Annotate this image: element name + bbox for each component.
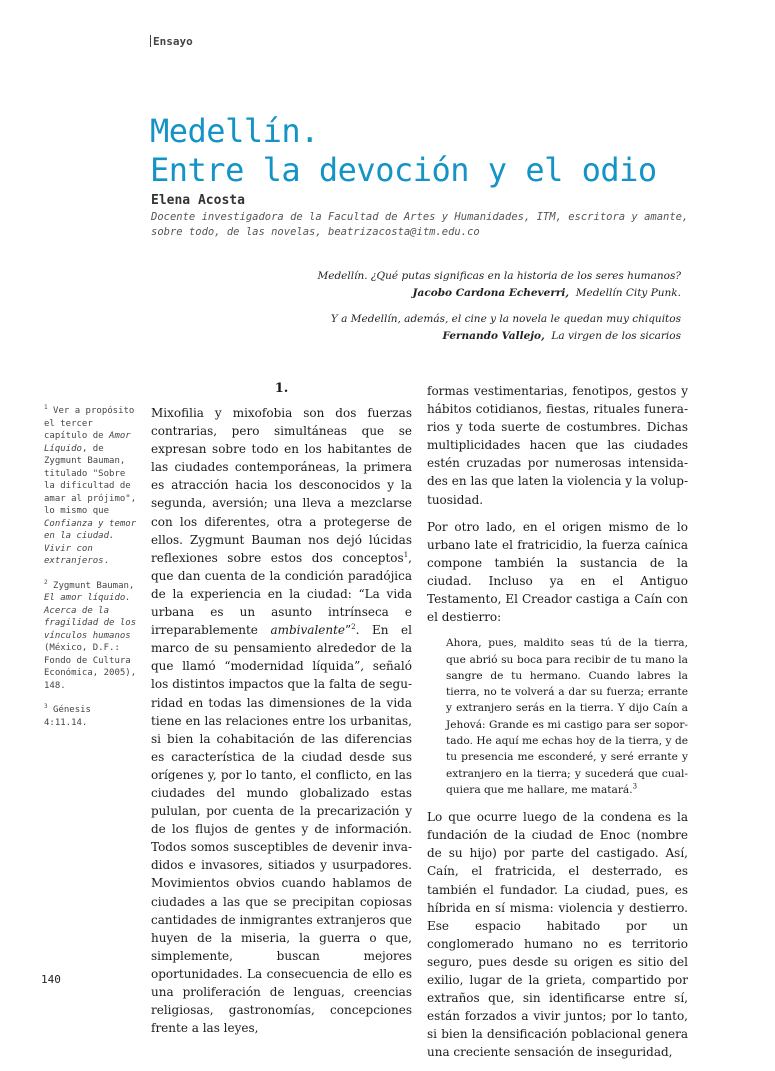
footnote-1	[44, 405, 139, 568]
section-number: 1.	[274, 381, 289, 396]
paragraph-text: . En el marco de su pensamiento alrededor de la que llamó “modernidad líquida”, señaló los distintos impactos que la falta de seguridad en todas las dimensiones de la vida tiene en las relaciones entre los urbanitas, si bien la cohabitación de las diferencias es característica de la ciudad desde sus orígenes y, por lo tanto, el conflicto, en las ciudades del mundo globalizado estas pululan, por cuenta de la precarización y de los flujos de gentes y de información. Todos somos susceptibles de devenir invadidos e invasores, sitiados y usurpadores. Movimientos obvios cuando hablamos de ciudades a las que se precipitan copiosas cantidades de inmigrantes extranjeros que huyen de la miseria, la guerra o que, simplemente, buscan mejores oportunidades. La consecuencia de ello es una proliferación de lenguas, creencias religiosas, gastronomías, concepciones frente a las leyes,	[151, 623, 413, 1036]
paragraph: Lo que ocurre luego de la condena es la fundación de la ciudad de Enoc (nombre de su hijo) por parte del castigado. Así, Caín, el fratricida, el desterrado, es también el fundador. La ciudad, pues, es híbrida en sí misma: violencia y destierro. Ese espacio habitado por un conglomerado humano no es territorio seguro, pues desde su origen es sitio del exilio, lugar de la grieta, compartido por extraños que, sin identificarse entre sí, están forzados a vivir juntos; por lo tanto, si bien la densificación poblacional genera una creciente sensación de inseguridad,	[427, 810, 688, 1060]
article-title	[150, 112, 657, 190]
epigraph-author: Jacobo Cardona Echeverri,	[412, 287, 570, 299]
block-quote-text: Ahora, pues, maldito seas tú de la tierra, que abrió su boca para recibir de tu mano la sangre de tu hermano. Cuando labres la tierra, no te volverá a dar su fuerza; errante y extranjero serás en la tierra. Y dijo Caín a Jehová: Grande es mi castigo para ser soportado. He aquí me echas hoy de la tierra, y de tu presencia me esconderé, y seré errante y extranjero en la tierra; y sucederá que cualquiera que me hallare, me matará.	[446, 637, 688, 796]
footnote-number: 1	[44, 404, 48, 411]
footnote-3	[44, 704, 139, 729]
footnote-text: Génesis 4:11.14.	[44, 705, 91, 728]
page-number: 140	[41, 973, 61, 986]
footnote-ref: 1	[403, 550, 409, 559]
epigraph-quote: Y a Medellín, además, el cine y la novela le quedan muy chiquitos	[330, 313, 681, 325]
paragraph-text: , que dan cuenta de la condición paradójica de la experiencia en la ciudad: “La vida urbana es un asunto intrínseca e irreparablemente	[151, 550, 412, 638]
footnote-title: Amor Líquido	[44, 431, 131, 454]
footnote-2	[44, 580, 139, 693]
paragraph-text: ”	[345, 623, 352, 638]
section-label: Ensayo	[153, 35, 193, 48]
footnote-ref: 3	[632, 782, 638, 791]
epigraphs	[318, 268, 682, 354]
paragraph: Por otro lado, en el origen mismo de lo urbano late el fratricidio, la fuerza caínica compone también la sustancia de la ciudad. Incluso ya en el Antiguo Testamento, El Creador castiga a Caín con el destierro:	[427, 519, 688, 625]
body-column-right	[427, 382, 688, 1071]
footnote-title: El amor líquido. Acerca de la fragilidad de los vínculos humanos	[44, 593, 137, 641]
footnote-text: , de Zygmunt Bauman, titulado "Sobre la dificultad de amar al prójimo", lo mismo que	[44, 443, 137, 516]
footnote-text: .	[103, 556, 110, 566]
epigraph	[318, 268, 682, 302]
footnote-number: 3	[44, 703, 48, 710]
epigraph	[318, 311, 682, 345]
footnote-text: Zygmunt Bauman,	[53, 580, 135, 591]
footnote-text: Ver a propósito el tercer capítulo de	[44, 406, 135, 441]
epigraph-work: La virgen de los sicarios	[551, 330, 681, 342]
paragraph: formas vestimentarias, fenotipos, gestos y hábitos cotidianos, fiestas, rituales funerarios y toda suerte de costumbres. Dichas multiplicidades hacen que las ciudades estén cruzadas por numerosas intensidades en las que laten la violencia y la voluptuosidad.	[427, 384, 688, 507]
title-line-1: Medellín.	[150, 112, 319, 150]
block-quote	[446, 635, 688, 798]
footnotes	[44, 405, 139, 741]
footnote-number: 2	[44, 578, 48, 586]
footnote-title: Confianza y temor en la ciudad. Vivir con extranjeros	[44, 518, 137, 566]
footnote-ref: 2	[351, 623, 356, 632]
body-column-left	[151, 380, 412, 1046]
epigraph-work: Medellín City Punk.	[575, 287, 681, 299]
emphasis: ambivalente	[270, 623, 346, 638]
epigraph-quote: Medellín. ¿Qué putas significas en la historia de los seres humanos?	[317, 270, 681, 282]
paragraph-text: Mixofilia y mixofobia son dos fuerzas contrarias, pero simultáneas que se expresan sobre todo en los habitantes de las ciudades contemporáneas, la primera es atracción hacia los desconocidos y la segunda, aversión; una lleva a mezclarse con los diferentes, otra a protegerse de ellos. Zygmunt Bauman nos dejó lúcidas reflexiones sobre estos dos conceptos	[151, 406, 412, 565]
section-tag	[150, 35, 193, 48]
epigraph-author: Fernando Vallejo,	[442, 330, 545, 342]
affiliation-line-2: sobre todo, de las novelas, beatrizacosta@itm.edu.co	[151, 226, 480, 238]
author-affiliation	[151, 210, 691, 240]
section-divider	[150, 35, 151, 47]
author-name: Elena Acosta	[151, 193, 245, 208]
affiliation-line-1: Docente investigadora de la Facultad de Artes y Humanidades, ITM, escritora y amante,	[151, 211, 689, 223]
footnote-text: (México, D.F.: Fondo de Cultura Económica, 2005), 148.	[44, 643, 137, 691]
paragraph	[151, 404, 412, 1037]
title-line-2: Entre la devoción y el odio	[150, 151, 657, 189]
